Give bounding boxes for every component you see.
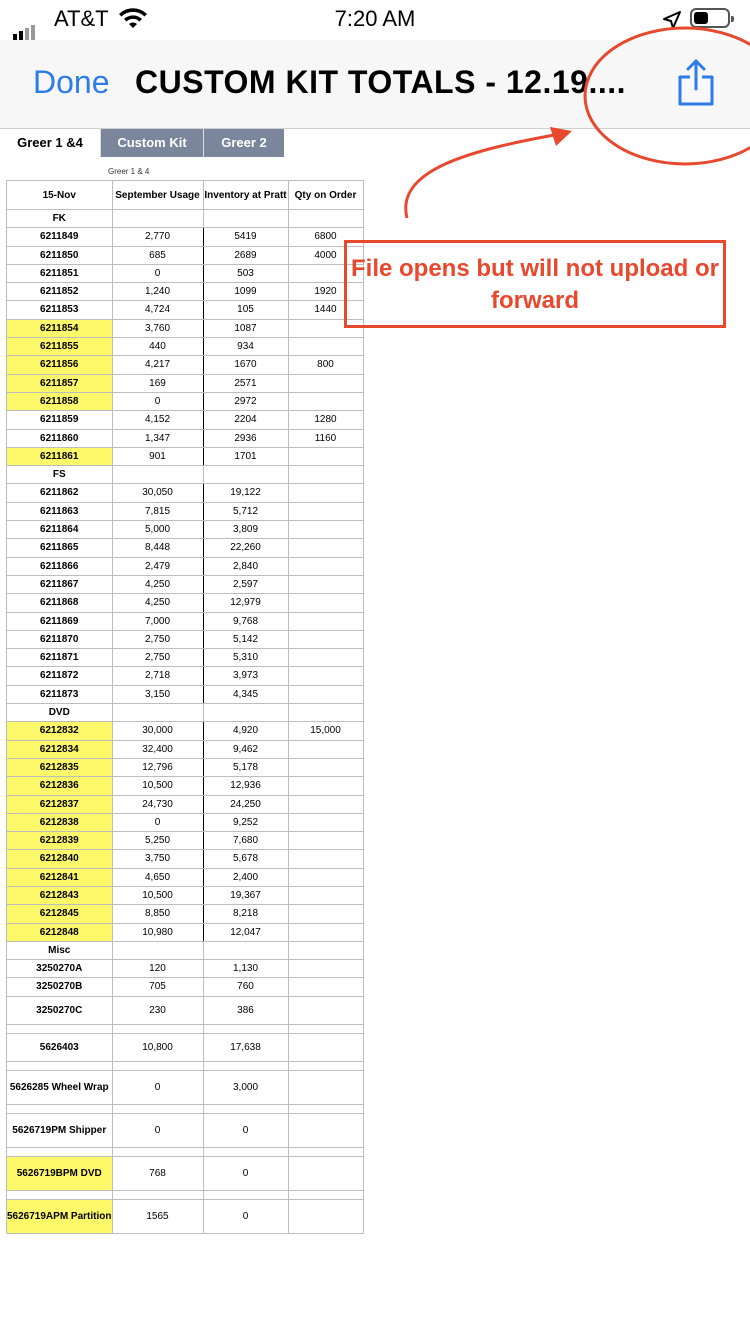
item-number-cell[interactable]: 6211865 [7, 539, 113, 557]
table-cell[interactable] [203, 1190, 288, 1199]
table-row [7, 429, 364, 447]
section-label[interactable]: DVD [7, 704, 113, 722]
table-cell[interactable] [288, 338, 363, 356]
table-cell[interactable] [288, 704, 363, 722]
table-cell[interactable]: 1670 [203, 356, 288, 374]
table-cell[interactable]: 4,345 [203, 685, 288, 703]
table-cell[interactable]: 3,750 [112, 850, 203, 868]
table-cell[interactable]: 5,310 [203, 649, 288, 667]
table-cell[interactable]: 30,000 [112, 722, 203, 740]
table-cell[interactable]: 768 [112, 1156, 203, 1190]
item-number-cell[interactable] [7, 1024, 113, 1033]
table-row [7, 356, 364, 374]
table-row [7, 740, 364, 758]
table-row [7, 411, 364, 429]
item-number-cell[interactable]: 6212843 [7, 886, 113, 904]
table-row [7, 649, 364, 667]
item-number-cell[interactable]: 6211859 [7, 411, 113, 429]
table-cell[interactable]: 8,218 [203, 905, 288, 923]
spacer-row [7, 1024, 364, 1033]
item-number-cell[interactable]: 6212837 [7, 795, 113, 813]
table-cell[interactable] [288, 1147, 363, 1156]
table-row [7, 246, 364, 264]
table-cell[interactable]: 2936 [203, 429, 288, 447]
table-row [7, 484, 364, 502]
table-row [7, 338, 364, 356]
item-number-cell[interactable]: 6212845 [7, 905, 113, 923]
table-row [7, 1156, 364, 1190]
item-number-cell[interactable]: 6212848 [7, 923, 113, 941]
table-row [7, 685, 364, 703]
item-number-cell[interactable]: 6211869 [7, 612, 113, 630]
table-cell[interactable]: 8,448 [112, 539, 203, 557]
table-cell[interactable]: 5,678 [203, 850, 288, 868]
item-number-cell[interactable]: 6212836 [7, 777, 113, 795]
table-cell[interactable]: 105 [203, 301, 288, 319]
item-number-cell[interactable] [7, 1147, 113, 1156]
item-number-cell[interactable]: 5626719BPM DVD [7, 1156, 113, 1190]
table-cell[interactable] [288, 941, 363, 959]
table-cell[interactable]: 2,770 [112, 228, 203, 246]
table-cell[interactable]: 3,150 [112, 685, 203, 703]
table-row [7, 722, 364, 740]
item-number-cell[interactable] [7, 1061, 113, 1070]
table-cell[interactable] [288, 484, 363, 502]
table-cell[interactable]: 1099 [203, 283, 288, 301]
table-cell[interactable]: 32,400 [112, 740, 203, 758]
item-number-cell[interactable]: 6211863 [7, 502, 113, 520]
table-cell[interactable]: 9,252 [203, 813, 288, 831]
table-cell[interactable] [203, 466, 288, 484]
table-cell[interactable]: 1087 [203, 319, 288, 337]
item-number-cell[interactable]: 6211873 [7, 685, 113, 703]
table-cell[interactable]: 760 [203, 978, 288, 996]
table-cell[interactable]: 0 [112, 392, 203, 410]
table-cell[interactable]: 503 [203, 264, 288, 282]
table-cell[interactable]: 2,479 [112, 557, 203, 575]
section-label[interactable]: FS [7, 466, 113, 484]
table-cell[interactable]: 7,815 [112, 502, 203, 520]
table-cell[interactable] [288, 1070, 363, 1104]
table-cell[interactable] [288, 1061, 363, 1070]
table-row [7, 868, 364, 886]
table-cell[interactable] [288, 740, 363, 758]
clock-time: 7:20 AM [334, 6, 416, 31]
table-cell[interactable] [288, 1033, 363, 1061]
column-header: Qty on Order [288, 181, 363, 210]
table-cell[interactable] [288, 960, 363, 978]
table-cell[interactable]: 24,730 [112, 795, 203, 813]
item-number-cell[interactable]: 6211854 [7, 319, 113, 337]
item-number-cell[interactable]: 6211855 [7, 338, 113, 356]
table-row [7, 630, 364, 648]
item-number-cell[interactable]: 3250270A [7, 960, 113, 978]
section-row [7, 941, 364, 959]
table-row [7, 374, 364, 392]
table-cell[interactable]: 12,796 [112, 758, 203, 776]
table-cell[interactable]: 15,000 [288, 722, 363, 740]
table-cell[interactable]: 2571 [203, 374, 288, 392]
table-cell[interactable] [203, 1024, 288, 1033]
table-row [7, 978, 364, 996]
table-row [7, 557, 364, 575]
table-cell[interactable]: 8,850 [112, 905, 203, 923]
table-cell[interactable]: 12,936 [203, 777, 288, 795]
table-row [7, 447, 364, 465]
item-number-cell[interactable]: 5626719PM Shipper [7, 1113, 113, 1147]
annotation-arrow [406, 134, 560, 218]
table-cell[interactable] [288, 923, 363, 941]
section-label[interactable]: FK [7, 210, 113, 228]
table-cell[interactable] [288, 1156, 363, 1190]
table-cell[interactable] [203, 1104, 288, 1113]
table-cell[interactable]: 4,650 [112, 868, 203, 886]
table-cell[interactable]: 9,768 [203, 612, 288, 630]
table-cell[interactable]: 1,240 [112, 283, 203, 301]
table-cell[interactable] [288, 1199, 363, 1233]
item-number-cell[interactable]: 6211856 [7, 356, 113, 374]
table-cell[interactable] [288, 447, 363, 465]
table-cell[interactable]: 230 [112, 996, 203, 1024]
spacer-row [7, 1061, 364, 1070]
table-cell[interactable] [288, 466, 363, 484]
spacer-row [7, 1147, 364, 1156]
table-cell[interactable] [288, 850, 363, 868]
table-cell[interactable]: 4,152 [112, 411, 203, 429]
table-cell[interactable]: 6800 [288, 228, 363, 246]
item-number-cell[interactable]: 6211858 [7, 392, 113, 410]
done-button[interactable]: Done [33, 64, 110, 100]
table-row [7, 996, 364, 1024]
table-cell[interactable] [288, 832, 363, 850]
item-number-cell[interactable]: 6211872 [7, 667, 113, 685]
table-cell[interactable] [288, 557, 363, 575]
table-cell[interactable]: 12,047 [203, 923, 288, 941]
table-row [7, 575, 364, 593]
table-row [7, 905, 364, 923]
table-cell[interactable]: 5,142 [203, 630, 288, 648]
table-cell[interactable]: 7,680 [203, 832, 288, 850]
table-cell[interactable]: 10,980 [112, 923, 203, 941]
table-cell[interactable]: 12,979 [203, 594, 288, 612]
table-cell[interactable] [288, 1113, 363, 1147]
table-cell[interactable] [203, 1147, 288, 1156]
table-cell[interactable] [288, 630, 363, 648]
table-cell[interactable]: 685 [112, 246, 203, 264]
item-number-cell[interactable]: 6212834 [7, 740, 113, 758]
table-cell[interactable]: 2,750 [112, 649, 203, 667]
share-icon[interactable] [676, 58, 716, 108]
spreadsheet-table [6, 180, 364, 1234]
table-cell[interactable]: 2972 [203, 392, 288, 410]
table-cell[interactable]: 17,638 [203, 1033, 288, 1061]
table-row [7, 850, 364, 868]
table-cell[interactable]: 5419 [203, 228, 288, 246]
table-cell[interactable]: 1280 [288, 411, 363, 429]
table-cell[interactable]: 22,260 [203, 539, 288, 557]
item-number-cell[interactable]: 6212841 [7, 868, 113, 886]
table-row [7, 1199, 364, 1233]
table-cell[interactable] [288, 886, 363, 904]
table-cell[interactable] [288, 996, 363, 1024]
table-cell[interactable]: 4,920 [203, 722, 288, 740]
sheet-caption: Greer 1 & 4 [108, 167, 150, 176]
table-cell[interactable]: 3,973 [203, 667, 288, 685]
section-row [7, 210, 364, 228]
table-cell[interactable]: 705 [112, 978, 203, 996]
table-cell[interactable] [288, 1190, 363, 1199]
table-cell[interactable]: 5,178 [203, 758, 288, 776]
table-cell[interactable] [203, 210, 288, 228]
table-body [7, 210, 364, 1234]
table-cell[interactable] [112, 466, 203, 484]
item-number-cell[interactable]: 6211868 [7, 594, 113, 612]
table-cell[interactable] [112, 1190, 203, 1199]
table-cell[interactable]: 7,000 [112, 612, 203, 630]
table-cell[interactable] [288, 777, 363, 795]
table-cell[interactable] [203, 1061, 288, 1070]
section-row [7, 466, 364, 484]
table-cell[interactable] [288, 521, 363, 539]
table-cell[interactable] [288, 502, 363, 520]
tab-greer-1-4[interactable]: Greer 1 &4 [0, 129, 101, 157]
item-number-cell[interactable]: 6211850 [7, 246, 113, 264]
table-cell[interactable] [288, 392, 363, 410]
spacer-row [7, 1104, 364, 1113]
item-number-cell[interactable]: 5626403 [7, 1033, 113, 1061]
table-cell[interactable]: 386 [203, 996, 288, 1024]
section-row [7, 704, 364, 722]
location-arrow-icon [662, 10, 682, 30]
table-cell[interactable]: 4,250 [112, 575, 203, 593]
item-number-cell[interactable]: 6211870 [7, 630, 113, 648]
table-cell[interactable]: 3,000 [203, 1070, 288, 1104]
table-row [7, 502, 364, 520]
table-cell[interactable]: 2204 [203, 411, 288, 429]
table-cell[interactable]: 934 [203, 338, 288, 356]
table-cell[interactable]: 2,840 [203, 557, 288, 575]
table-row [7, 886, 364, 904]
table-cell[interactable]: 0 [203, 1156, 288, 1190]
table-cell[interactable] [288, 905, 363, 923]
table-cell[interactable]: 901 [112, 447, 203, 465]
section-label[interactable]: Misc [7, 941, 113, 959]
header-row [7, 181, 364, 210]
table-cell[interactable] [288, 685, 363, 703]
battery-icon [690, 8, 730, 28]
table-cell[interactable] [288, 813, 363, 831]
item-number-cell[interactable]: 6211862 [7, 484, 113, 502]
item-number-cell[interactable]: 6211864 [7, 521, 113, 539]
item-number-cell[interactable]: 3250270C [7, 996, 113, 1024]
item-number-cell[interactable]: 6211857 [7, 374, 113, 392]
table-cell[interactable]: 19,122 [203, 484, 288, 502]
table-cell[interactable]: 1920 [288, 283, 363, 301]
table-row [7, 228, 364, 246]
table-row [7, 1070, 364, 1104]
table-cell[interactable] [288, 539, 363, 557]
item-number-cell[interactable]: 6212835 [7, 758, 113, 776]
item-number-cell[interactable]: 6211853 [7, 301, 113, 319]
item-number-cell[interactable]: 6211861 [7, 447, 113, 465]
table-cell[interactable]: 30,050 [112, 484, 203, 502]
table-cell[interactable]: 0 [112, 1113, 203, 1147]
table-row [7, 264, 364, 282]
table-cell[interactable]: 10,500 [112, 777, 203, 795]
item-number-cell[interactable]: 6211866 [7, 557, 113, 575]
table-row [7, 521, 364, 539]
table-cell[interactable] [112, 1024, 203, 1033]
table-cell[interactable]: 24,250 [203, 795, 288, 813]
table-cell[interactable]: 9,462 [203, 740, 288, 758]
table-row [7, 1033, 364, 1061]
table-cell[interactable] [288, 667, 363, 685]
item-number-cell[interactable]: 6212832 [7, 722, 113, 740]
table-row [7, 283, 364, 301]
table-cell[interactable] [288, 978, 363, 996]
annotation-arrowhead [550, 127, 572, 146]
table-cell[interactable]: 2,750 [112, 630, 203, 648]
table-cell[interactable]: 3,809 [203, 521, 288, 539]
item-number-cell[interactable]: 6212839 [7, 832, 113, 850]
table-cell[interactable]: 19,367 [203, 886, 288, 904]
table-cell[interactable] [288, 1024, 363, 1033]
table-cell[interactable]: 0 [203, 1199, 288, 1233]
item-number-cell[interactable]: 6211867 [7, 575, 113, 593]
table-cell[interactable] [112, 941, 203, 959]
table-cell[interactable]: 1440 [288, 301, 363, 319]
table-cell[interactable]: 3,760 [112, 319, 203, 337]
table-cell[interactable]: 5,250 [112, 832, 203, 850]
column-header: 15-Nov [7, 181, 113, 210]
table-cell[interactable]: 10,800 [112, 1033, 203, 1061]
table-cell[interactable] [112, 1061, 203, 1070]
table-row [7, 923, 364, 941]
table-cell[interactable]: 120 [112, 960, 203, 978]
item-number-cell[interactable]: 3250270B [7, 978, 113, 996]
table-row [7, 960, 364, 978]
table-row [7, 777, 364, 795]
table-cell[interactable] [288, 594, 363, 612]
column-header: Inventory at Pratt [203, 181, 288, 210]
table-row [7, 1113, 364, 1147]
table-row [7, 667, 364, 685]
item-number-cell[interactable]: 6211871 [7, 649, 113, 667]
item-number-cell[interactable]: 6211849 [7, 228, 113, 246]
table-cell[interactable] [203, 941, 288, 959]
table-cell[interactable] [288, 758, 363, 776]
table-row [7, 301, 364, 319]
table-row [7, 594, 364, 612]
table-row [7, 795, 364, 813]
table-cell[interactable]: 4,250 [112, 594, 203, 612]
table-cell[interactable]: 1,347 [112, 429, 203, 447]
table-cell[interactable] [112, 1147, 203, 1156]
table-cell[interactable]: 5,712 [203, 502, 288, 520]
table-cell[interactable]: 800 [288, 356, 363, 374]
table-cell[interactable]: 4,724 [112, 301, 203, 319]
table-cell[interactable]: 0 [203, 1113, 288, 1147]
item-number-cell[interactable]: 5626719APM Partition [7, 1199, 113, 1233]
table-row [7, 813, 364, 831]
table-cell[interactable]: 4000 [288, 246, 363, 264]
table-cell[interactable] [288, 1104, 363, 1113]
table-cell[interactable]: 0 [112, 264, 203, 282]
item-number-cell[interactable] [7, 1104, 113, 1113]
table-cell[interactable] [288, 575, 363, 593]
table-cell[interactable]: 10,500 [112, 886, 203, 904]
table-cell[interactable]: 0 [112, 1070, 203, 1104]
tab-greer-2[interactable]: Greer 2 [204, 129, 284, 157]
table-cell[interactable]: 2,718 [112, 667, 203, 685]
table-cell[interactable] [112, 210, 203, 228]
table-cell[interactable]: 1,130 [203, 960, 288, 978]
table-cell[interactable] [288, 210, 363, 228]
table-row [7, 612, 364, 630]
table-row [7, 392, 364, 410]
table-cell[interactable]: 1701 [203, 447, 288, 465]
table-cell[interactable]: 2,597 [203, 575, 288, 593]
table-cell[interactable]: 1565 [112, 1199, 203, 1233]
table-cell[interactable]: 2689 [203, 246, 288, 264]
table-cell[interactable]: 169 [112, 374, 203, 392]
annotation-callout: File opens but will not upload or forward [344, 240, 726, 328]
item-number-cell[interactable]: 6211851 [7, 264, 113, 282]
table-row [7, 319, 364, 337]
navigation-bar [0, 40, 750, 129]
item-number-cell[interactable]: 6211860 [7, 429, 113, 447]
column-header: September Usage [112, 181, 203, 210]
table-cell[interactable]: 440 [112, 338, 203, 356]
table-row [7, 539, 364, 557]
table-row [7, 832, 364, 850]
carrier-label: AT&T [54, 6, 109, 31]
table-row [7, 758, 364, 776]
document-title: CUSTOM KIT TOTALS - 12.19.... [135, 64, 627, 100]
table-cell[interactable] [203, 704, 288, 722]
table-cell[interactable] [112, 704, 203, 722]
table-cell[interactable] [288, 374, 363, 392]
table-cell[interactable] [288, 612, 363, 630]
table-cell[interactable] [288, 795, 363, 813]
item-number-cell[interactable]: 5626285 Wheel Wrap [7, 1070, 113, 1104]
item-number-cell[interactable]: 6212840 [7, 850, 113, 868]
table-cell[interactable]: 1160 [288, 429, 363, 447]
status-bar [0, 0, 750, 40]
item-number-cell[interactable]: 6211852 [7, 283, 113, 301]
table-cell[interactable]: 2,400 [203, 868, 288, 886]
table-cell[interactable] [288, 649, 363, 667]
table-cell[interactable]: 0 [112, 813, 203, 831]
item-number-cell[interactable]: 6212838 [7, 813, 113, 831]
table-cell[interactable]: 5,000 [112, 521, 203, 539]
tab-custom-kit[interactable]: Custom Kit [101, 129, 204, 157]
item-number-cell[interactable] [7, 1190, 113, 1199]
table-cell[interactable] [288, 868, 363, 886]
spacer-row [7, 1190, 364, 1199]
table-cell[interactable]: 4,217 [112, 356, 203, 374]
table-cell[interactable] [112, 1104, 203, 1113]
